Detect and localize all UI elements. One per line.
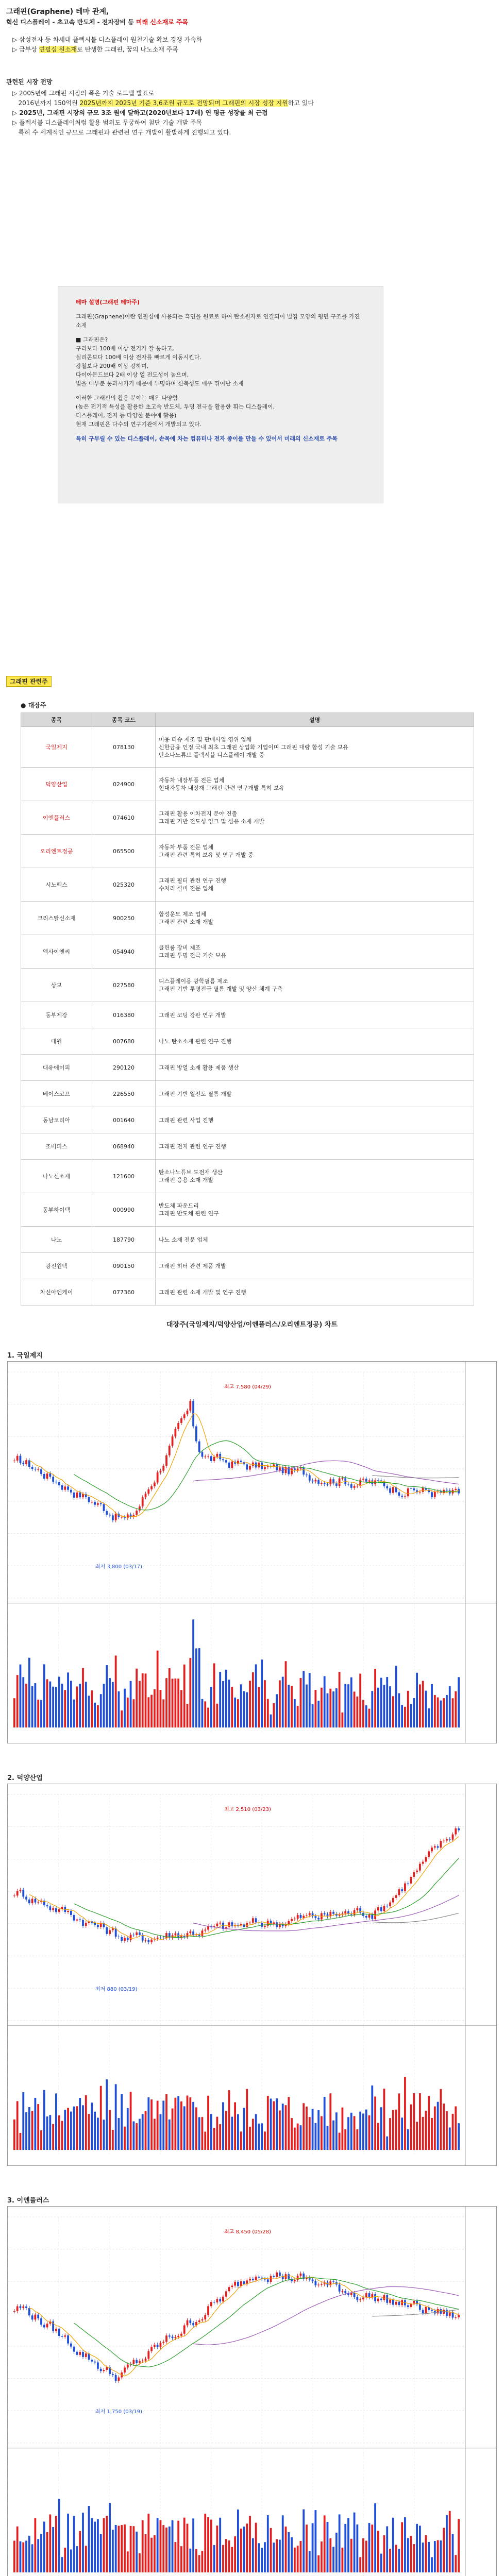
table-row bbox=[21, 969, 474, 1002]
stock-chart bbox=[7, 1784, 497, 2166]
chart-peak-label: 최고 8,450 (05/28) bbox=[224, 2229, 271, 2235]
stock-table-wrap bbox=[21, 713, 474, 1306]
stock-name: 이엔플러스 bbox=[21, 801, 92, 835]
page-subtitle bbox=[6, 18, 188, 26]
stock-code: 074610 bbox=[92, 801, 156, 835]
table-row bbox=[21, 1028, 474, 1055]
chart-peak-label: 최고 2,510 (03/23) bbox=[224, 1807, 271, 1812]
stock-code: 065500 bbox=[92, 835, 156, 868]
stock-desc: 그래핀 활용 이차전지 분야 진출 그래핀 기반 전도성 잉크 및 섬유 소재 개발 bbox=[156, 801, 474, 835]
intro-para: ■ 그래핀은? 구리보다 100배 이상 전기가 잘 통하고, 실리콘보다 100배 이상 전자를 빠르게 이동시킨다. 강철보다 200배 이상 강하며, 다이아몬드보다 2배 이상 열 전도성이 높으며, 빛을 대부분 통과시키기 때문에 투명하며 신축성도 매우 뛰어난 소재 bbox=[76, 336, 244, 387]
stock-desc: 디스플레이용 광학필름 제조 그래핀 기반 투명전극 필름 개발 및 양산 체계 구축 bbox=[156, 969, 474, 1002]
stock-desc: 반도체 파운드리 그래핀 반도체 관련 연구 bbox=[156, 1193, 474, 1227]
stock-chart bbox=[7, 2206, 497, 2576]
theme-intro-box bbox=[58, 286, 383, 503]
news-list bbox=[12, 89, 476, 138]
table-row bbox=[21, 1160, 474, 1193]
section-tag: 그래핀 관련주 bbox=[6, 676, 52, 687]
table-row bbox=[21, 1253, 474, 1279]
stock-code: 007680 bbox=[92, 1028, 156, 1055]
stock-name: 대원 bbox=[21, 1028, 92, 1055]
stock-code: 016380 bbox=[92, 1002, 156, 1028]
stock-name: 대유에이피 bbox=[21, 1055, 92, 1081]
table-row bbox=[21, 727, 474, 768]
stock-desc: 그래핀 히터 관련 제품 개발 bbox=[156, 1253, 474, 1279]
column-header: 종목 bbox=[21, 713, 92, 727]
stock-name: 베이스코프 bbox=[21, 1081, 92, 1107]
table-row bbox=[21, 1055, 474, 1081]
table-row bbox=[21, 902, 474, 935]
table-row bbox=[21, 1002, 474, 1028]
stock-name: 동부제강 bbox=[21, 1002, 92, 1028]
stock-code: 024900 bbox=[92, 768, 156, 801]
stock-name: 시노펙스 bbox=[21, 868, 92, 902]
table-row bbox=[21, 1081, 474, 1107]
stock-name: 크리스탈신소재 bbox=[21, 902, 92, 935]
stock-desc: 그래핀 관련 소재 개발 및 연구 진행 bbox=[156, 1279, 474, 1306]
intro-para: 특히 구부릴 수 있는 디스플레이, 손목에 차는 컴퓨터나 전자 종이를 만들 수 있어서 미래의 신소재로 주목 bbox=[76, 435, 338, 442]
stock-code: 121600 bbox=[92, 1160, 156, 1193]
stock-desc: 그래핀 전지 관련 연구 진행 bbox=[156, 1133, 474, 1160]
stock-code: 900250 bbox=[92, 902, 156, 935]
stock-desc: 미용 티슈 제조 및 판매사업 영위 업체 신한금융 인정 국내 최초 그래핀 상업화 기업이며 그래핀 대량 합성 기술 보유 탄소나노튜브 플렉서블 디스플레이 개발 중 bbox=[156, 727, 474, 768]
news-item: ▷ 2005년에 그래핀 시장의 폭은 기술 로드맵 발표로 bbox=[12, 90, 155, 97]
stock-desc: 그래핀 필터 관련 연구 진행 수처리 설비 전문 업체 bbox=[156, 868, 474, 902]
stock-name: 엑사이엔씨 bbox=[21, 935, 92, 969]
stock-code: 290120 bbox=[92, 1055, 156, 1081]
stock-name: 동남코리아 bbox=[21, 1107, 92, 1133]
stock-code: 054940 bbox=[92, 935, 156, 969]
chart-label: 2. 덕양산업 bbox=[7, 1774, 43, 1782]
stock-name: 동부하이텍 bbox=[21, 1193, 92, 1227]
stock-desc: 그래핀 기반 열전도 필름 개발 bbox=[156, 1081, 474, 1107]
stock-name: 오리엔트정공 bbox=[21, 835, 92, 868]
stock-name: 나노 bbox=[21, 1227, 92, 1253]
stock-desc: 그래핀 관련 사업 진행 bbox=[156, 1107, 474, 1133]
stock-desc: 자동차 부품 전문 업체 그래핀 관련 특허 보유 및 연구 개발 중 bbox=[156, 835, 474, 868]
stock-code: 001640 bbox=[92, 1107, 156, 1133]
chart-low-label: 최저 1,750 (03/19) bbox=[95, 2409, 142, 2415]
chart-low-label: 최저 880 (03/19) bbox=[95, 1986, 138, 1992]
stock-code: 078130 bbox=[92, 727, 156, 768]
chart-label: 3. 이엔플러스 bbox=[7, 2197, 49, 2205]
table-row bbox=[21, 1133, 474, 1160]
column-header: 설명 bbox=[156, 713, 474, 727]
news-item: 특허 수 세계적인 규모로 그래핀과 관련된 연구 개발이 활발하게 진행되고 있다. bbox=[18, 129, 231, 136]
intro-para: 그래핀(Graphene)이란 연필심에 사용되는 흑연을 원료로 하여 탄소원자로 연결되어 벌집 모양의 평면 구조를 가진 소재 bbox=[76, 313, 360, 329]
intro-title: 테마 설명(그래핀 테마주) bbox=[76, 299, 140, 306]
stock-code: 025320 bbox=[92, 868, 156, 902]
subtitle-text: 혁신 디스플레이 - 초고속 반도체 - 전자장비 등 bbox=[6, 19, 137, 26]
bullet-list bbox=[12, 35, 202, 55]
stock-code: 000990 bbox=[92, 1193, 156, 1227]
chart-label: 1. 국일제지 bbox=[7, 1352, 43, 1360]
stock-code: 068940 bbox=[92, 1133, 156, 1160]
table-row bbox=[21, 1279, 474, 1306]
page-title: 그래핀(Graphene) 테마 관계, bbox=[6, 8, 109, 16]
stock-desc: 나노 탄소소재 관련 연구 진행 bbox=[156, 1028, 474, 1055]
chart-peak-label: 최고 7,580 (04/29) bbox=[224, 1384, 271, 1390]
stock-chart bbox=[7, 1361, 497, 1743]
news-item: ▷ 2025년, 그래핀 시장의 규모 3조 원에 달하고(2020년보다 17배) 연 평균 성장률 최 근접 bbox=[12, 109, 268, 116]
stock-desc: 나노 소재 전문 업체 bbox=[156, 1227, 474, 1253]
bullet-item: ▷ 삼성전자 등 차세대 플렉시블 디스플레이 원천기술 확보 경쟁 가속화 bbox=[12, 36, 203, 43]
stock-code: 090150 bbox=[92, 1253, 156, 1279]
bullet-item: ▷ 급부상 연필심 원소재로 탄생한 그래핀, 꿈의 나노소재 주목 bbox=[12, 46, 178, 53]
stock-name: 상보 bbox=[21, 969, 92, 1002]
stock-table bbox=[21, 713, 474, 1306]
stock-code: 027580 bbox=[92, 969, 156, 1002]
table-row bbox=[21, 801, 474, 835]
stock-name: 차신아엔케이 bbox=[21, 1279, 92, 1306]
stock-name: 광진윈텍 bbox=[21, 1253, 92, 1279]
table-row bbox=[21, 868, 474, 902]
table-row bbox=[21, 768, 474, 801]
stock-desc: 합성운모 제조 업체 그래핀 관련 소재 개발 bbox=[156, 902, 474, 935]
table-row bbox=[21, 935, 474, 969]
stock-name: 나노신소재 bbox=[21, 1160, 92, 1193]
stock-code: 226550 bbox=[92, 1081, 156, 1107]
table-row bbox=[21, 1193, 474, 1227]
charts-heading: 대장주(국일제지/덕양산업/이엔플러스/오리엔트정공) 차트 bbox=[166, 1321, 338, 1329]
stock-desc: 탄소나노튜브 도전재 생산 그래핀 응용 소재 개발 bbox=[156, 1160, 474, 1193]
table-row bbox=[21, 1227, 474, 1253]
stock-desc: 그래핀 코팅 강판 연구 개발 bbox=[156, 1002, 474, 1028]
news-item: ▷ 플렉서블 디스플레이처럼 활용 범위도 무궁하여 첨단 기술 개발 주목 bbox=[12, 119, 203, 126]
stock-name: 덕양산업 bbox=[21, 768, 92, 801]
stock-desc: 자동차 내장부품 전문 업체 현대자동차 내장재 그래핀 관련 연구개발 특허 보유 bbox=[156, 768, 474, 801]
chart-low-label: 최저 3,800 (03/17) bbox=[95, 1564, 142, 1570]
stock-name: 국일제지 bbox=[21, 727, 92, 768]
table-header-row bbox=[21, 713, 474, 727]
stock-desc: 그래핀 방열 소재 활용 제품 생산 bbox=[156, 1055, 474, 1081]
subtitle-highlight: 미래 신소재로 주목 bbox=[136, 19, 189, 26]
table-row bbox=[21, 1107, 474, 1133]
stock-code: 187790 bbox=[92, 1227, 156, 1253]
stock-code: 077360 bbox=[92, 1279, 156, 1306]
column-header: 종목 코드 bbox=[92, 713, 156, 727]
news-item: 2016년까지 150억원 2025년까지 2025년 기준 3,6조원 규모로 전망되며 그래핀의 시장 성장 지원하고 있다 bbox=[18, 99, 314, 107]
table-heading: ● 대장주 bbox=[21, 702, 46, 709]
stock-desc: 클린룸 장비 제조 그래핀 투명 전극 기술 보유 bbox=[156, 935, 474, 969]
stock-name: 조비퍼스 bbox=[21, 1133, 92, 1160]
intro-para: 이러한 그래핀의 활용 분야는 매우 다양함 (높은 전기적 특성을 활용한 초고속 반도체, 투명 전극을 활용한 휘는 디스플레이, 디스플레이, 전지 등 다양한 분야에 활용) 현재 그래핀은 다수의 연구기관에서 개발되고 있다. bbox=[76, 395, 275, 428]
table-row bbox=[21, 835, 474, 868]
news-heading: 관련된 시장 전망 bbox=[6, 78, 53, 86]
